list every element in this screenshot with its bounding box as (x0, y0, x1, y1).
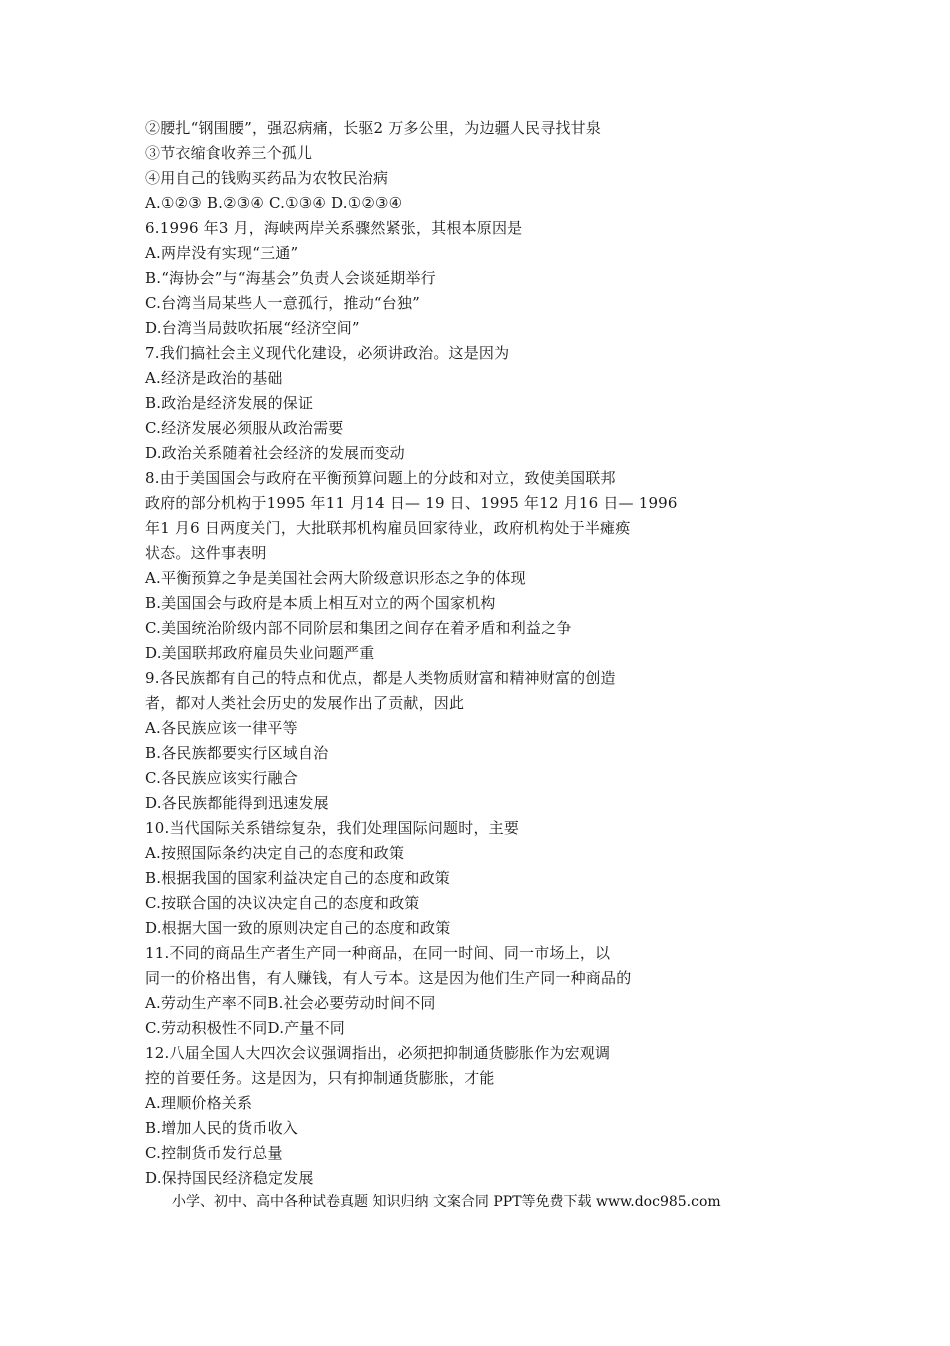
option-line: D.各民族都能得到迅速发展 (145, 794, 329, 812)
exam-content (145, 116, 845, 1191)
question-9: 9.各民族都有自己的特点和优点，都是人类物质财富和精神财富的创造 (145, 669, 616, 687)
option-line: D.保持国民经济稳定发展 (145, 1169, 314, 1187)
option-line: D.根据大国一致的原则决定自己的态度和政策 (145, 919, 451, 937)
option-line: C.各民族应该实行融合 (145, 769, 298, 787)
option-line: D.美国联邦政府雇员失业问题严重 (145, 644, 375, 662)
question-9-continued: 者，都对人类社会历史的发展作出了贡献，因此 (145, 694, 465, 712)
option-line: B.根据我国的国家利益决定自己的态度和政策 (145, 869, 450, 887)
option-line: B.政治是经济发展的保证 (145, 394, 314, 412)
question-8-continued: 状态。这件事表明 (145, 544, 267, 562)
question-11: 11.不同的商品生产者生产同一种商品，在同一时间、同一市场上，以 (145, 944, 611, 962)
option-line: A.按照国际条约决定自己的态度和政策 (145, 844, 405, 862)
option-line: A.劳动生产率不同B.社会必要劳动时间不同 (145, 994, 436, 1012)
question-12-continued: 控的首要任务。这是因为，只有抑制通货膨胀，才能 (145, 1069, 495, 1087)
question-7: 7.我们搞社会主义现代化建设，必须讲政治。这是因为 (145, 344, 510, 362)
option-line: B.美国国会与政府是本质上相互对立的两个国家机构 (145, 594, 496, 612)
option-line: C.劳动积极性不同D.产量不同 (145, 1019, 345, 1037)
answer-options: A.①②③ B.②③④ C.①③④ D.①②③④ (145, 194, 403, 212)
question-12: 12.八届全国人大四次会议强调指出，必须把抑制通货膨胀作为宏观调 (145, 1044, 611, 1062)
text-line: ④用自己的钱购买药品为农牧民治病 (145, 169, 389, 187)
option-line: B.“海协会”与“海基会”负责人会谈延期举行 (145, 269, 436, 287)
option-line: B.增加人民的货币收入 (145, 1119, 298, 1137)
question-8-continued: 政府的部分机构于1995 年11 月14 日— 19 日、1995 年12 月16 日— 1996 (145, 494, 678, 512)
question-8: 8.由于美国国会与政府在平衡预算问题上的分歧和对立，致使美国联邦 (145, 469, 616, 487)
option-line: C.控制货币发行总量 (145, 1144, 283, 1162)
option-line: C.台湾当局某些人一意孤行，推动“台独” (145, 294, 421, 312)
option-line: A.理顺价格关系 (145, 1094, 253, 1112)
question-6: 6.1996 年3 月，海峡两岸关系骤然紧张，其根本原因是 (145, 219, 523, 237)
question-8-continued: 年1 月6 日两度关门，大批联邦机构雇员回家待业，政府机构处于半瘫痪 (145, 519, 631, 537)
option-line: A.平衡预算之争是美国社会两大阶级意识形态之争的体现 (145, 569, 526, 587)
option-line: A.各民族应该一律平等 (145, 719, 298, 737)
question-10: 10.当代国际关系错综复杂，我们处理国际问题时，主要 (145, 819, 520, 837)
option-line: B.各民族都要实行区域自治 (145, 744, 329, 762)
text-line: ②腰扎“钢围腰”，强忍病痛，长驱2 万多公里，为边疆人民寻找甘泉 (145, 119, 602, 137)
option-line: C.经济发展必须服从政治需要 (145, 419, 344, 437)
footer-banner: 小学、初中、高中各种试卷真题 知识归纳 文案合同 PPT等免费下载 www.doc985.com (172, 1194, 721, 1210)
option-line: D.政治关系随着社会经济的发展而变动 (145, 444, 405, 462)
text-line: ③节衣缩食收养三个孤儿 (145, 144, 313, 162)
option-line: D.台湾当局鼓吹拓展“经济空间” (145, 319, 360, 337)
question-11-continued: 同一的价格出售，有人赚钱，有人亏本。这是因为他们生产同一种商品的 (145, 969, 632, 987)
option-line: A.经济是政治的基础 (145, 369, 283, 387)
option-line: A.两岸没有实现“三通” (145, 244, 299, 262)
option-line: C.美国统治阶级内部不同阶层和集团之间存在着矛盾和利益之争 (145, 619, 572, 637)
option-line: C.按联合国的决议决定自己的态度和政策 (145, 894, 420, 912)
